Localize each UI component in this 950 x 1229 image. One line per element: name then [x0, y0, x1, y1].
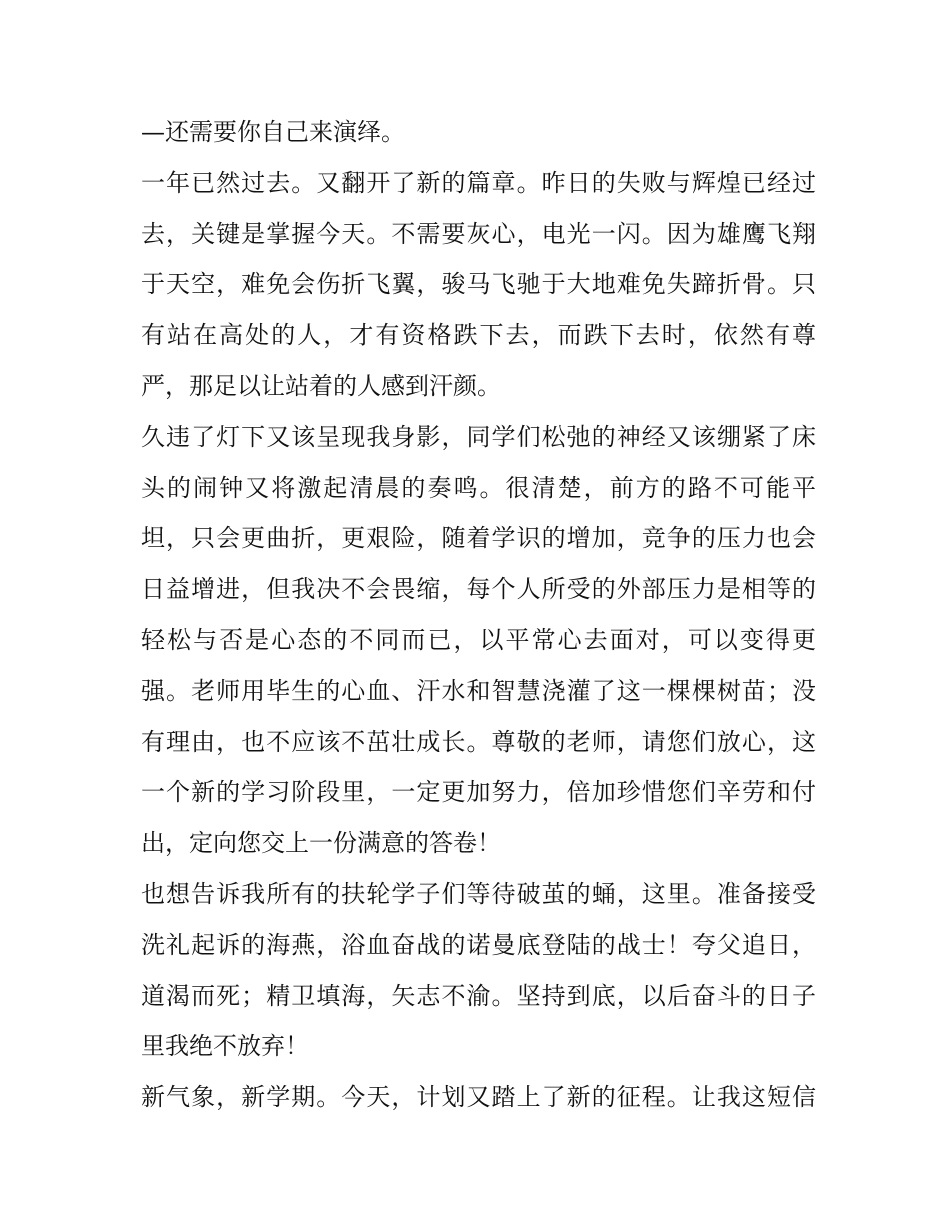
- text-line: 坦，只会更曲折，更艰险，随着学识的增加，竞争的压力也会: [141, 524, 816, 553]
- text-line: 道渴而死；精卫填海，矢志不渝。坚持到底，以后奋斗的日子: [141, 981, 816, 1010]
- paragraph-1: [141, 107, 816, 158]
- paragraph-4: [141, 869, 816, 1072]
- text-line: 洗礼起诉的海燕，浴血奋战的诺曼底登陆的战士！夸父追日，: [141, 930, 816, 959]
- text-line: 里我绝不放弃！: [141, 1032, 309, 1061]
- document-body: [141, 107, 816, 1123]
- text-line: 于天空，难免会伤折飞翼，骏马飞驰于大地难免失蹄折骨。只: [141, 270, 816, 299]
- text-line: 有站在高处的人，才有资格跌下去，而跌下去时，依然有尊: [141, 321, 816, 350]
- text-line: 去，关键是掌握今天。不需要灰心，电光一闪。因为雄鹰飞翔: [141, 219, 816, 248]
- text-line: 轻松与否是心态的不同而已，以平常心去面对，可以变得更: [141, 625, 816, 654]
- text-line: 强。老师用毕生的心血、汗水和智慧浇灌了这一棵棵树苗；没: [141, 676, 816, 705]
- text-line: 一个新的学习阶段里，一定更加努力，倍加珍惜您们辛劳和付: [141, 778, 816, 807]
- text-line: 新气象，新学期。今天，计划又踏上了新的征程。让我这短信: [141, 1083, 816, 1112]
- text-line: 严，那足以让站着的人感到汗颜。: [141, 371, 501, 400]
- text-line: 头的闹钟又将激起清晨的奏鸣。很清楚，前方的路不可能平: [141, 473, 816, 502]
- text-line: 有理由，也不应该不茁壮成长。尊敬的老师，请您们放心，这: [141, 727, 816, 756]
- text-line: 日益增进，但我决不会畏缩，每个人所受的外部压力是相等的: [141, 575, 816, 604]
- paragraph-5: [141, 1072, 816, 1123]
- text-line: 一年已然过去。又翻开了新的篇章。昨日的失败与辉煌已经过: [141, 168, 816, 197]
- text-line: —还需要你自己来演绎。: [141, 118, 405, 146]
- paragraph-3: [141, 412, 816, 869]
- text-line: 也想告诉我所有的扶轮学子们等待破茧的蛹，这里。准备接受: [141, 879, 816, 908]
- text-line: 久违了灯下又该呈现我身影，同学们松弛的神经又该绷紧了床: [141, 422, 816, 451]
- text-line: 出，定向您交上一份满意的答卷！: [141, 829, 501, 858]
- paragraph-2: [141, 158, 816, 412]
